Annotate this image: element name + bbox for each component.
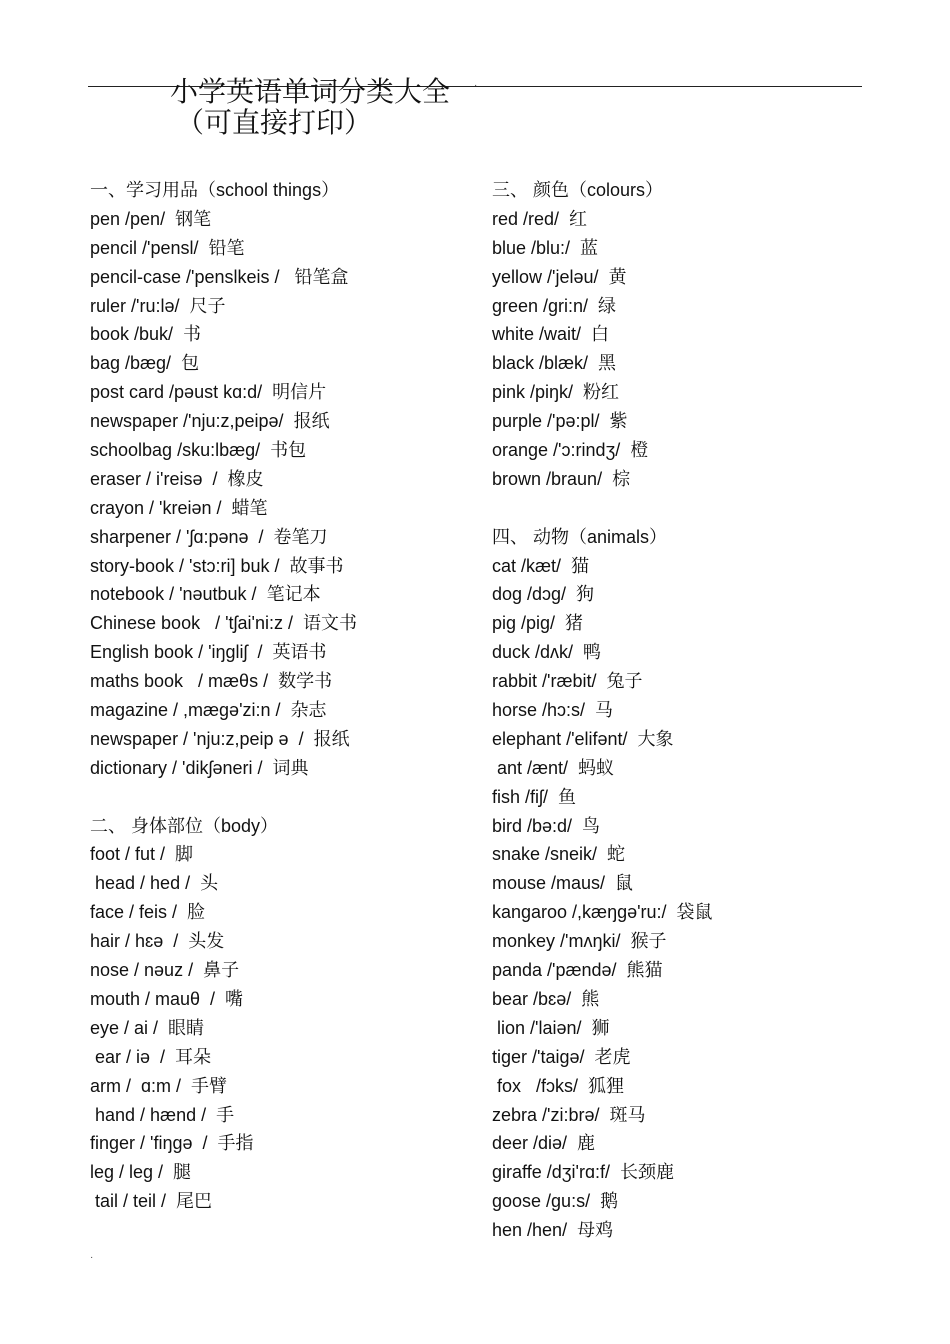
word-list-school [90,205,357,783]
vocab-item: pig /pig/ 猪 [492,613,584,634]
vocab-item: story-book / 'stɔ:ri] buk / 故事书 [90,555,344,576]
vocab-item: hand / hænd / 手 [90,1104,235,1125]
vocab-item: panda /'pændə/ 熊猫 [492,960,663,981]
word-list-animals [492,552,713,1245]
section-gap [492,494,713,523]
vocab-item: magazine / ,mægə'zi:n / 杂志 [90,700,327,721]
section-title-colours: 三、 颜色（colours） [492,180,664,200]
vocab-item: leg / leg / 腿 [90,1162,192,1183]
vocab-item: hair / hɛə / 头发 [90,931,225,952]
vocab-item: purple /'pə:pl/ 紫 [492,411,628,432]
vocab-item: finger / 'fiŋgə / 手指 [90,1133,254,1154]
vocab-item: mouse /maus/ 鼠 [492,873,634,894]
word-list-body [90,840,357,1216]
vocab-item: newspaper / 'nju:z,peip ə / 报纸 [90,728,350,749]
header-mark: · [474,80,478,91]
right-column [492,176,713,1245]
vocab-item: red /red/ 红 [492,208,588,229]
vocab-item: pencil /'pensl/ 铅笔 [90,237,245,258]
vocab-item: notebook / 'nəutbuk / 笔记本 [90,584,321,605]
vocab-item: cat /kæt/ 猫 [492,555,590,576]
page-title: 小学英语单词分类大全 [170,76,451,107]
vocab-item: zebra /'zi:brə/ 斑马 [492,1104,646,1125]
vocab-item: goose /gu:s/ 鹅 [492,1191,619,1212]
vocab-item: orange /'ɔ:rindʒ/ 橙 [492,440,649,461]
vocab-item: elephant /'elifənt/ 大象 [492,728,674,749]
vocab-item: tiger /'taigə/ 老虎 [492,1046,631,1067]
vocab-item: horse /hɔ:s/ 马 [492,700,614,721]
vocab-item: duck /dʌk/ 鸭 [492,642,602,663]
vocab-item: foot / fut / 脚 [90,844,194,865]
vocab-item: bird /bə:d/ 鸟 [492,815,601,836]
vocab-item: fish /fiʃ/ 鱼 [492,786,577,807]
vocab-item: ear / iə / 耳朵 [90,1046,212,1067]
vocab-item: arm / ɑ:m / 手臂 [90,1075,228,1096]
section-title-animals: 四、 动物（animals） [492,526,668,547]
section-title-school: 一、学习用品（school things） [90,180,340,200]
vocab-item: brown /braun/ 棕 [492,468,631,489]
vocab-item: deer /diə/ 鹿 [492,1133,596,1154]
vocab-item: bear /bɛə/ 熊 [492,988,600,1009]
vocab-item: eraser / i'reisə / 橡皮 [90,468,264,489]
vocab-item: sharpener / 'ʃɑ:pənə / 卷笔刀 [90,526,328,547]
vocab-item: maths book / mæθs / 数学书 [90,671,333,692]
vocab-item: English book / 'iŋgliʃ / 英语书 [90,642,327,663]
vocab-item: post card /pəust kɑ:d/ 明信片 [90,382,327,403]
vocab-item: pen /pen/ 钢笔 [90,208,212,229]
vocab-item: nose / nəuz / 鼻子 [90,960,240,981]
word-list-colours [492,205,713,494]
vocab-item: blue /blu:/ 蓝 [492,237,599,258]
vocab-item: crayon / 'kreiən / 蜡笔 [90,497,268,518]
vocab-item: book /buk/ 书 [90,324,202,345]
vocab-item: monkey /'mʌŋki/ 猴子 [492,931,667,952]
vocab-item: green /gri:n/ 绿 [492,295,617,316]
vocab-item: dictionary / 'dikʃəneri / 词典 [90,757,309,778]
vocab-item: schoolbag /sku:lbæg/ 书包 [90,440,307,461]
vocab-item: face / feis / 脸 [90,902,206,923]
vocab-item: snake /sneik/ 蛇 [492,844,626,865]
section-gap [90,783,357,812]
vocab-item: fox /fɔks/ 狐狸 [492,1075,625,1096]
section-title-body: 二、 身体部位（body） [90,815,279,836]
vocab-item: tail / teil / 尾巴 [90,1191,213,1212]
vocab-item: giraffe /dʒi'rɑ:f/ 长颈鹿 [492,1162,674,1183]
vocab-item: dog /dɔg/ 狗 [492,584,595,605]
vocab-item: kangaroo /,kæŋgə'ru:/ 袋鼠 [492,902,713,923]
vocab-item: ant /ænt/ 蚂蚁 [492,757,615,778]
vocab-item: Chinese book / 'tʃai'ni:z / 语文书 [90,613,357,634]
vocab-item: hen /hen/ 母鸡 [492,1220,614,1241]
vocab-item: eye / ai / 眼睛 [90,1017,205,1038]
page-subtitle: （可直接打印） [176,107,373,138]
footer-mark: · [90,1252,94,1263]
left-column [90,176,357,1216]
vocab-item: pink /piŋk/ 粉红 [492,382,620,403]
vocab-item: yellow /'jeləu/ 黄 [492,266,627,287]
vocab-item: head / hed / 头 [90,873,219,894]
vocab-item: lion /'laiən/ 狮 [492,1017,610,1038]
vocab-item: rabbit /'ræbit/ 兔子 [492,671,643,692]
vocab-item: pencil-case /'penslkeis / 铅笔盒 [90,266,349,287]
vocab-item: white /wait/ 白 [492,324,610,345]
vocab-item: black /blæk/ 黑 [492,353,617,374]
vocab-item: mouth / mauθ / 嘴 [90,988,244,1009]
vocab-item: newspaper /'nju:z,peipə/ 报纸 [90,411,330,432]
vocab-item: bag /bæg/ 包 [90,353,200,374]
vocab-item: ruler /'ru:lə/ 尺子 [90,295,226,316]
